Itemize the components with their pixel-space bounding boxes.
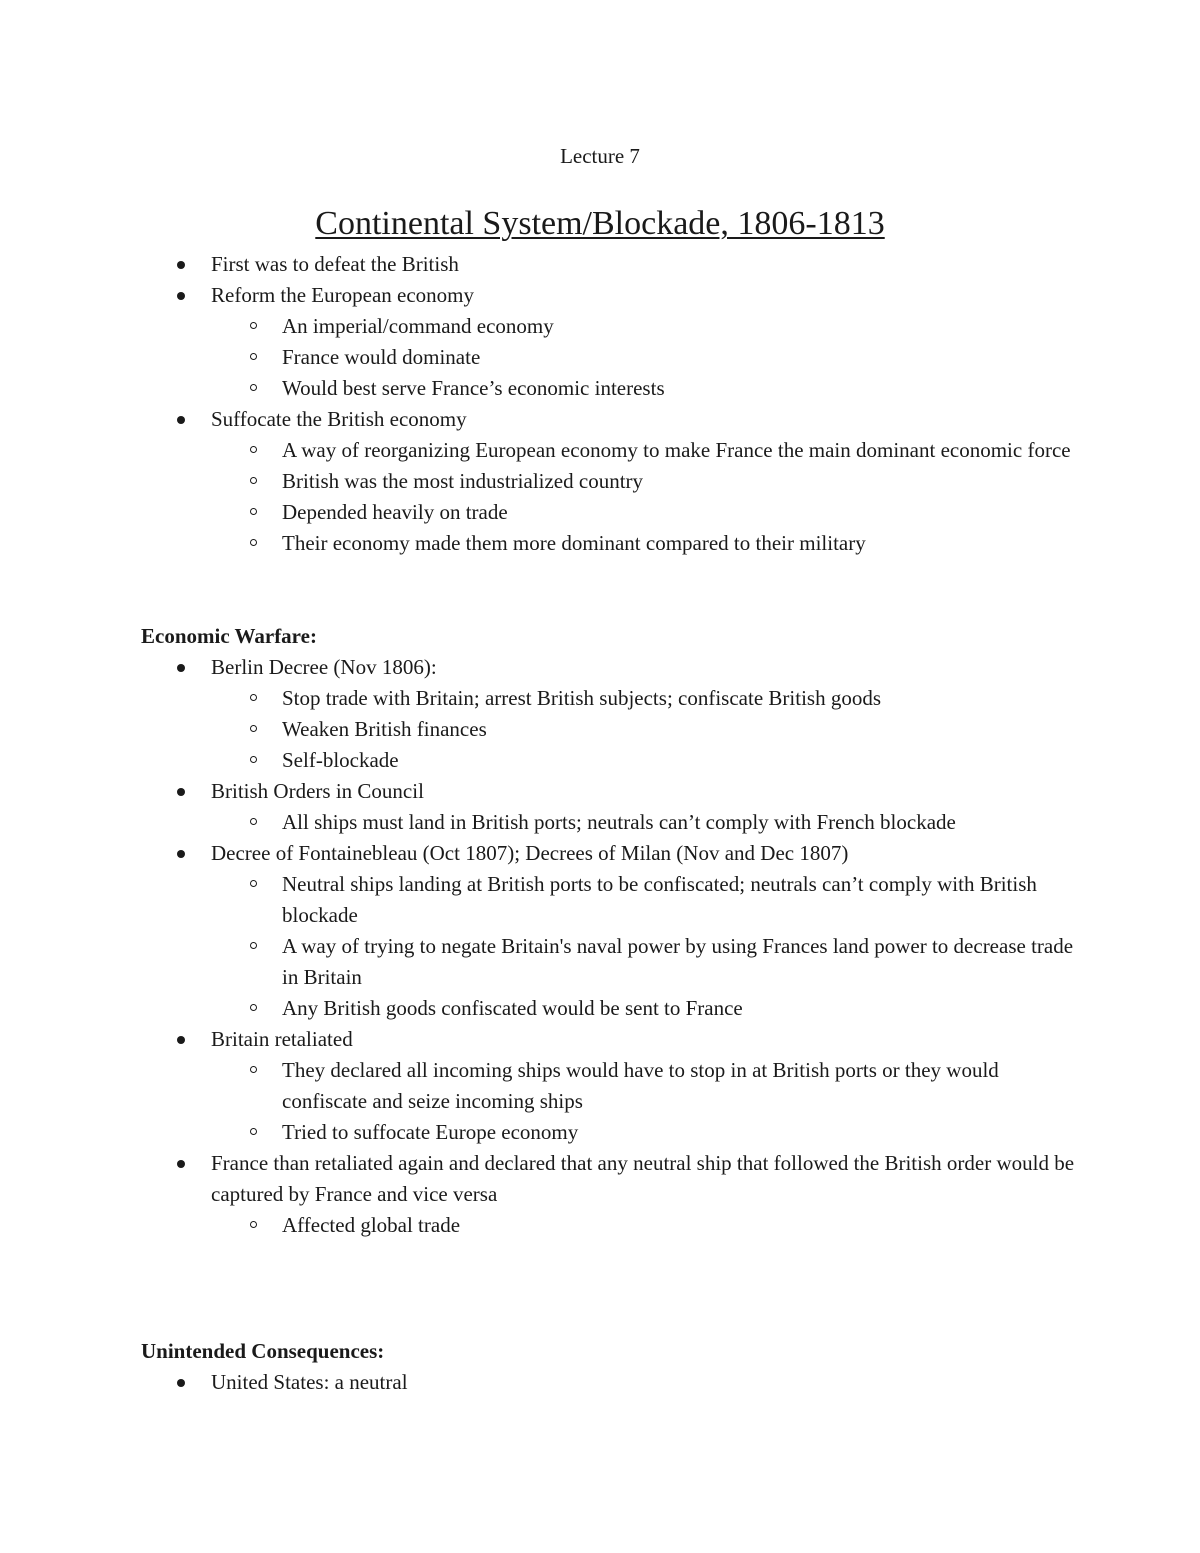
filled-bullet-icon bbox=[177, 1036, 185, 1044]
sub-list-item-text: They declared all incoming ships would have to stop in at British ports or they would confiscate and seize incoming ships bbox=[282, 1058, 999, 1113]
unintended-consequences-list bbox=[141, 1367, 1081, 1398]
hollow-bullet-icon bbox=[250, 353, 257, 360]
hollow-bullet-icon bbox=[250, 322, 257, 329]
sub-list-item-text: An imperial/command economy bbox=[282, 314, 554, 338]
list-item-text: Britain retaliated bbox=[211, 1027, 353, 1051]
sub-list-item bbox=[141, 683, 1081, 714]
hollow-bullet-icon bbox=[250, 1128, 257, 1135]
list-item-text: France than retaliated again and declared that any neutral ship that followed the British order would be captured by France and vice versa bbox=[211, 1151, 1075, 1206]
economic-warfare-section bbox=[141, 621, 1081, 1241]
sub-list-item bbox=[141, 1210, 1081, 1241]
hollow-bullet-icon bbox=[250, 818, 257, 825]
sub-list-item bbox=[141, 373, 1081, 404]
filled-bullet-icon bbox=[177, 664, 185, 672]
sub-list-item-text: Their economy made them more dominant compared to their military bbox=[282, 531, 866, 555]
sub-list-item-text: Weaken British finances bbox=[282, 717, 487, 741]
intro-list bbox=[141, 249, 1081, 559]
sub-list-item bbox=[141, 993, 1081, 1024]
sub-list-item bbox=[141, 528, 1081, 559]
unintended-consequences-section bbox=[141, 1336, 1081, 1398]
hollow-bullet-icon bbox=[250, 1066, 257, 1073]
sub-list-item-text: A way of reorganizing European economy to make France the main dominant economic force bbox=[282, 438, 1071, 462]
sub-list-item bbox=[141, 311, 1081, 342]
filled-bullet-icon bbox=[177, 292, 185, 300]
hollow-bullet-icon bbox=[250, 725, 257, 732]
sub-list-item bbox=[141, 714, 1081, 745]
hollow-bullet-icon bbox=[250, 477, 257, 484]
hollow-bullet-icon bbox=[250, 880, 257, 887]
sub-list-item-text: Would best serve France’s economic interests bbox=[282, 376, 665, 400]
list-item bbox=[141, 652, 1081, 683]
sub-list-item-text: A way of trying to negate Britain's naval power by using Frances land power to decrease trade in Britain bbox=[282, 934, 1074, 989]
list-item-text: Reform the European economy bbox=[211, 283, 474, 307]
hollow-bullet-icon bbox=[250, 384, 257, 391]
sub-list-item-text: Affected global trade bbox=[282, 1213, 461, 1237]
list-item bbox=[141, 838, 1081, 869]
sub-list-item-text: British was the most industrialized country bbox=[282, 469, 644, 493]
list-item-text: Suffocate the British economy bbox=[211, 407, 467, 431]
sub-list-item bbox=[141, 342, 1081, 373]
list-item bbox=[141, 249, 1081, 280]
sub-list-item-text: Tried to suffocate Europe economy bbox=[282, 1120, 579, 1144]
filled-bullet-icon bbox=[177, 1160, 185, 1168]
sub-list-item-text: Depended heavily on trade bbox=[282, 500, 508, 524]
sub-list-item bbox=[141, 1117, 1081, 1148]
sub-list-item-text: France would dominate bbox=[282, 345, 481, 369]
sub-list-item bbox=[141, 435, 1081, 466]
hollow-bullet-icon bbox=[250, 539, 257, 546]
list-item-text: British Orders in Council bbox=[211, 779, 424, 803]
filled-bullet-icon bbox=[177, 416, 185, 424]
filled-bullet-icon bbox=[177, 1379, 185, 1387]
hollow-bullet-icon bbox=[250, 756, 257, 763]
sub-list-item bbox=[141, 745, 1081, 776]
filled-bullet-icon bbox=[177, 850, 185, 858]
sub-list-item bbox=[141, 807, 1081, 838]
list-item bbox=[141, 404, 1081, 435]
hollow-bullet-icon bbox=[250, 1221, 257, 1228]
hollow-bullet-icon bbox=[250, 1004, 257, 1011]
hollow-bullet-icon bbox=[250, 694, 257, 701]
sub-list-item bbox=[141, 466, 1081, 497]
list-item-text: Decree of Fontainebleau (Oct 1807); Decrees of Milan (Nov and Dec 1807) bbox=[211, 841, 849, 865]
sub-list-item bbox=[141, 869, 1081, 931]
filled-bullet-icon bbox=[177, 788, 185, 796]
list-item bbox=[141, 1148, 1081, 1210]
section-heading-unintended-consequences: Unintended Consequences: bbox=[141, 1339, 385, 1363]
sub-list-item bbox=[141, 1055, 1081, 1117]
lecture-label: Lecture 7 bbox=[560, 144, 640, 168]
list-item bbox=[141, 776, 1081, 807]
sub-list-item-text: Self-blockade bbox=[282, 748, 399, 772]
list-item bbox=[141, 1367, 1081, 1398]
sub-list-item bbox=[141, 931, 1081, 993]
list-item-text: United States: a neutral bbox=[211, 1370, 408, 1394]
hollow-bullet-icon bbox=[250, 508, 257, 515]
list-item bbox=[141, 280, 1081, 311]
sub-list-item-text: All ships must land in British ports; neutrals can’t comply with French blockade bbox=[282, 810, 956, 834]
section-heading-economic-warfare: Economic Warfare: bbox=[141, 624, 317, 648]
list-item-text: Berlin Decree (Nov 1806): bbox=[211, 655, 437, 679]
filled-bullet-icon bbox=[177, 261, 185, 269]
sub-list-item bbox=[141, 497, 1081, 528]
hollow-bullet-icon bbox=[250, 446, 257, 453]
list-item bbox=[141, 1024, 1081, 1055]
sub-list-item-text: Neutral ships landing at British ports to be confiscated; neutrals can’t comply with British blockade bbox=[282, 872, 1037, 927]
sub-list-item-text: Stop trade with Britain; arrest British subjects; confiscate British goods bbox=[282, 686, 881, 710]
intro-section bbox=[141, 249, 1081, 559]
economic-warfare-list bbox=[141, 652, 1081, 1241]
list-item-text: First was to defeat the British bbox=[211, 252, 459, 276]
hollow-bullet-icon bbox=[250, 942, 257, 949]
sub-list-item-text: Any British goods confiscated would be sent to France bbox=[282, 996, 743, 1020]
page-title: Continental System/Blockade, 1806-1813 bbox=[315, 205, 885, 242]
